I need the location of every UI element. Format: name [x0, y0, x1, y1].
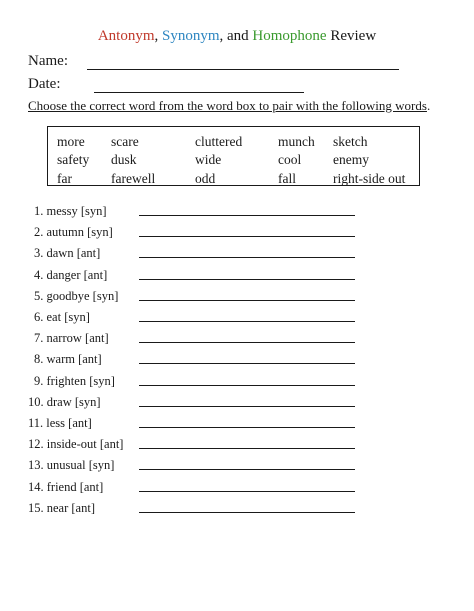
title-separator: , and — [219, 28, 253, 44]
question-row — [0, 479, 474, 500]
word-box-word: wide — [195, 152, 222, 167]
question-row — [0, 436, 474, 457]
question-row — [0, 288, 474, 309]
word-box — [47, 126, 420, 186]
date-label: Date: — [28, 76, 61, 92]
word-box-word: sketch — [333, 134, 368, 149]
answer-line[interactable] — [139, 491, 355, 492]
instructions-period: . — [426, 98, 431, 113]
title-synonym: Synonym — [161, 28, 220, 44]
question-row — [0, 351, 474, 372]
answer-line[interactable] — [139, 406, 355, 407]
word-box-word: right-side out — [333, 171, 406, 186]
title-separator: , — [154, 28, 162, 44]
name-label: Name: — [28, 53, 68, 69]
answer-line[interactable] — [139, 279, 355, 280]
answer-line[interactable] — [139, 512, 355, 513]
answer-line[interactable] — [139, 363, 355, 364]
question-label: 2. autumn [syn] — [34, 225, 113, 240]
question-label: 11. less [ant] — [28, 416, 92, 430]
instructions-text: Choose the correct word from the word box to pair with the following words — [28, 98, 427, 113]
word-box-word: scare — [111, 134, 139, 149]
question-label: 7. narrow [ant] — [34, 331, 109, 346]
question-label: 14. friend [ant] — [28, 479, 104, 494]
question-row — [0, 457, 474, 478]
answer-line[interactable] — [139, 236, 355, 237]
question-row — [0, 394, 474, 415]
question-label: 8. warm [ant] — [34, 352, 102, 367]
title-homophone: Homophone — [252, 28, 327, 44]
answer-line[interactable] — [139, 427, 355, 428]
question-label: 15. near [ant] — [28, 500, 95, 515]
page-title — [0, 27, 474, 45]
question-row — [0, 309, 474, 330]
answer-line[interactable] — [139, 448, 355, 449]
question-row — [0, 267, 474, 288]
word-box-word: cluttered — [195, 134, 243, 149]
question-label: 12. inside-out [ant] — [28, 437, 124, 452]
word-box-word: munch — [278, 134, 315, 149]
word-box-word: more — [57, 134, 85, 149]
answer-line[interactable] — [139, 469, 355, 470]
answer-line[interactable] — [139, 215, 355, 216]
question-label: 5. goodbye [syn] — [34, 288, 119, 303]
question-label: 10. draw [syn] — [28, 394, 101, 409]
answer-line[interactable] — [139, 300, 355, 301]
word-box-word: fall — [278, 171, 296, 186]
answer-line[interactable] — [139, 342, 355, 343]
question-label: 6. eat [syn] — [34, 310, 90, 324]
question-row — [0, 224, 474, 245]
question-row — [0, 415, 474, 436]
answer-line[interactable] — [139, 385, 355, 386]
word-box-word: safety — [57, 152, 90, 167]
answer-line[interactable] — [139, 257, 355, 258]
word-box-word: enemy — [333, 152, 369, 167]
question-label: 4. danger [ant] — [34, 267, 108, 282]
question-label: 1. messy [syn] — [34, 204, 107, 218]
date-input-line[interactable] — [94, 79, 304, 93]
question-row — [0, 330, 474, 351]
question-row — [0, 373, 474, 394]
instructions — [28, 98, 448, 114]
word-box-word: farewell — [111, 171, 156, 186]
title-suffix: Review — [326, 28, 377, 44]
word-box-word: far — [57, 171, 72, 186]
question-label: 13. unusual [syn] — [28, 458, 115, 473]
answer-line[interactable] — [139, 321, 355, 322]
word-box-word: odd — [195, 171, 216, 186]
question-row — [0, 203, 474, 224]
name-field — [28, 52, 399, 70]
question-label: 3. dawn [ant] — [34, 246, 101, 261]
title-antonym: Antonym — [97, 28, 155, 44]
date-field — [28, 75, 304, 93]
question-row — [0, 500, 474, 521]
question-row — [0, 245, 474, 266]
word-box-word: dusk — [111, 152, 137, 167]
name-input-line[interactable] — [87, 56, 399, 70]
question-label: 9. frighten [syn] — [34, 373, 115, 388]
word-box-word: cool — [278, 152, 302, 167]
